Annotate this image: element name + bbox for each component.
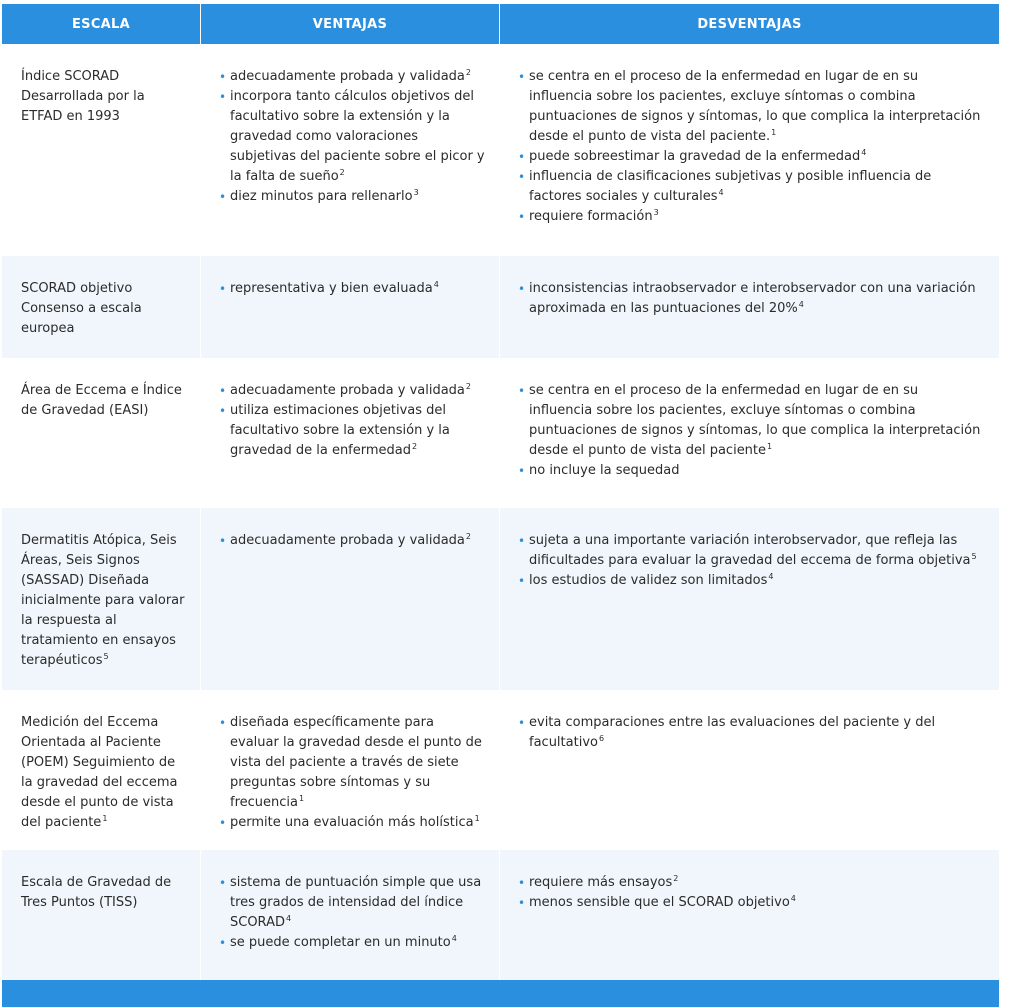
list-item: • adecuadamente probada y validada$^2$ xyxy=(219,381,485,401)
list-item: • adecuadamente probada y validada$^2$ xyxy=(219,67,485,87)
reference: 4 xyxy=(433,280,439,289)
list-item: • requiere formación$^3$ xyxy=(518,207,985,227)
advantages-cell xyxy=(201,256,499,358)
table-row xyxy=(2,358,999,508)
scale-cell xyxy=(2,358,200,508)
list-item: • evita comparaciones entre las evaluaciones del paciente y del facultativo$^6$ xyxy=(518,713,985,753)
advantages-cell xyxy=(201,44,499,256)
table-row xyxy=(2,44,999,256)
reference: 4 xyxy=(861,148,867,157)
reference: 1 xyxy=(767,442,773,451)
list-item: • sistema de puntuación simple que usa tres grados de intensidad del índice SCORAD$^4$ xyxy=(219,873,485,933)
list-item: • se centra en el proceso de la enfermedad en lugar de en su influencia sobre los pacientes, excluye síntomas o combina puntuaciones de signos y síntomas, lo que complica la interpretación desde el punto de vista del paciente$^1$ xyxy=(518,381,985,461)
table-row xyxy=(2,690,999,850)
scale-cell xyxy=(2,256,200,358)
list-item: • influencia de clasificaciones subjetivas y posible influencia de factores sociales y culturales$^4$ xyxy=(518,167,985,207)
list-item: • incorpora tanto cálculos objetivos del facultativo sobre la extensión y la gravedad como valoraciones subjetivas del paciente sobre el picor y la falta de sueño$^2$ xyxy=(219,87,485,187)
disadvantages-cell xyxy=(500,508,999,690)
list-item: • adecuadamente probada y validada$^2$ xyxy=(219,531,485,551)
header-advantages: VENTAJAS xyxy=(201,4,499,44)
reference: 4 xyxy=(718,188,724,197)
list-item: • utiliza estimaciones objetivas del facultativo sobre la extensión y la gravedad de la enfermedad$^2$ xyxy=(219,401,485,461)
scale-name: Área de Eccema e Índice de Gravedad (EASI) xyxy=(21,383,182,418)
reference: 4 xyxy=(285,914,292,923)
reference: 2 xyxy=(673,874,679,883)
advantages-cell xyxy=(201,358,499,508)
list-item: • se centra en el proceso de la enfermedad en lugar de en su influencia sobre los pacientes, excluye síntomas o combina puntuaciones de signos y síntomas, lo que complica la interpretación desde el punto de vista del paciente.$^1$ xyxy=(518,67,985,147)
header-scale: ESCALA xyxy=(2,4,200,44)
list-item: • los estudios de validez son limitados$^4$ xyxy=(518,571,985,591)
advantages-cell xyxy=(201,508,499,690)
scale-name: SCORAD objetivo Consenso a escala europea xyxy=(21,281,142,336)
reference: 1 xyxy=(298,794,305,803)
advantages-cell xyxy=(201,690,499,850)
scale-name: Índice SCORAD Desarrollada por la ETFAD en 1993 xyxy=(21,69,145,124)
scale-cell xyxy=(2,690,200,850)
list-item: • no incluye la sequedad xyxy=(518,461,985,481)
scale-name: Medición del Eccema Orientada al Paciente (POEM) Seguimiento de la gravedad del eccema desde el punto de vista del paciente xyxy=(21,715,178,830)
reference: 4 xyxy=(790,894,796,903)
scale-name: Escala de Gravedad de Tres Puntos (TISS) xyxy=(21,875,172,910)
reference: 1 xyxy=(474,814,480,823)
list-item: • requiere más ensayos$^2$ xyxy=(518,873,985,893)
reference: 1 xyxy=(771,128,777,137)
reference: 1 xyxy=(102,814,108,823)
reference: 2 xyxy=(465,68,471,77)
reference: 5 xyxy=(103,652,109,661)
reference: 3 xyxy=(653,208,659,217)
disadvantages-cell xyxy=(500,358,999,508)
scale-cell xyxy=(2,850,200,980)
list-item: • menos sensible que el SCORAD objetivo$^4$ xyxy=(518,893,985,913)
list-item: • puede sobreestimar la gravedad de la enfermedad$^4$ xyxy=(518,147,985,167)
disadvantages-cell xyxy=(500,690,999,850)
disadvantages-cell xyxy=(500,44,999,256)
list-item: • diseñada específicamente para evaluar la gravedad desde el punto de vista del paciente a través de siete preguntas sobre síntomas y su frecuencia$^1$ xyxy=(219,713,485,813)
disadvantages-cell xyxy=(500,256,999,358)
reference: 3 xyxy=(413,188,419,197)
table-footer-bar xyxy=(2,980,999,1007)
reference: 5 xyxy=(971,552,977,561)
list-item: • inconsistencias intraobservador e interobservador con una variación aproximada en las puntuaciones del 20%$^4$ xyxy=(518,279,985,319)
table-header xyxy=(2,4,999,44)
reference: 2 xyxy=(412,442,418,451)
scale-cell xyxy=(2,508,200,690)
advantages-cell xyxy=(201,850,499,980)
scale-cell xyxy=(2,44,200,256)
reference: 4 xyxy=(451,934,457,943)
reference: 6 xyxy=(598,734,605,743)
list-item: • representativa y bien evaluada$^4$ xyxy=(219,279,485,299)
table-row xyxy=(2,508,999,690)
table-row xyxy=(2,256,999,358)
table-row xyxy=(2,850,999,980)
header-disadvantages: DESVENTAJAS xyxy=(500,4,999,44)
reference: 2 xyxy=(465,532,471,541)
reference: 2 xyxy=(339,168,345,177)
reference: 2 xyxy=(465,382,471,391)
list-item: • sujeta a una importante variación interobservador, que refleja las dificultades para evaluar la gravedad del eccema de forma objetiva$^5$ xyxy=(518,531,985,571)
disadvantages-cell xyxy=(500,850,999,980)
reference: 4 xyxy=(768,572,774,581)
comparison-table xyxy=(2,4,999,980)
reference: 4 xyxy=(798,300,804,309)
scale-name: Dermatitis Atópica, Seis Áreas, Seis Signos (SASSAD) Diseñada inicialmente para valorar la respuesta al tratamiento en ensayos terapéuticos xyxy=(21,533,185,668)
list-item: • se puede completar en un minuto$^4$ xyxy=(219,933,485,953)
list-item: • diez minutos para rellenarlo$^3$ xyxy=(219,187,485,207)
list-item: • permite una evaluación más holística$^1$ xyxy=(219,813,485,833)
